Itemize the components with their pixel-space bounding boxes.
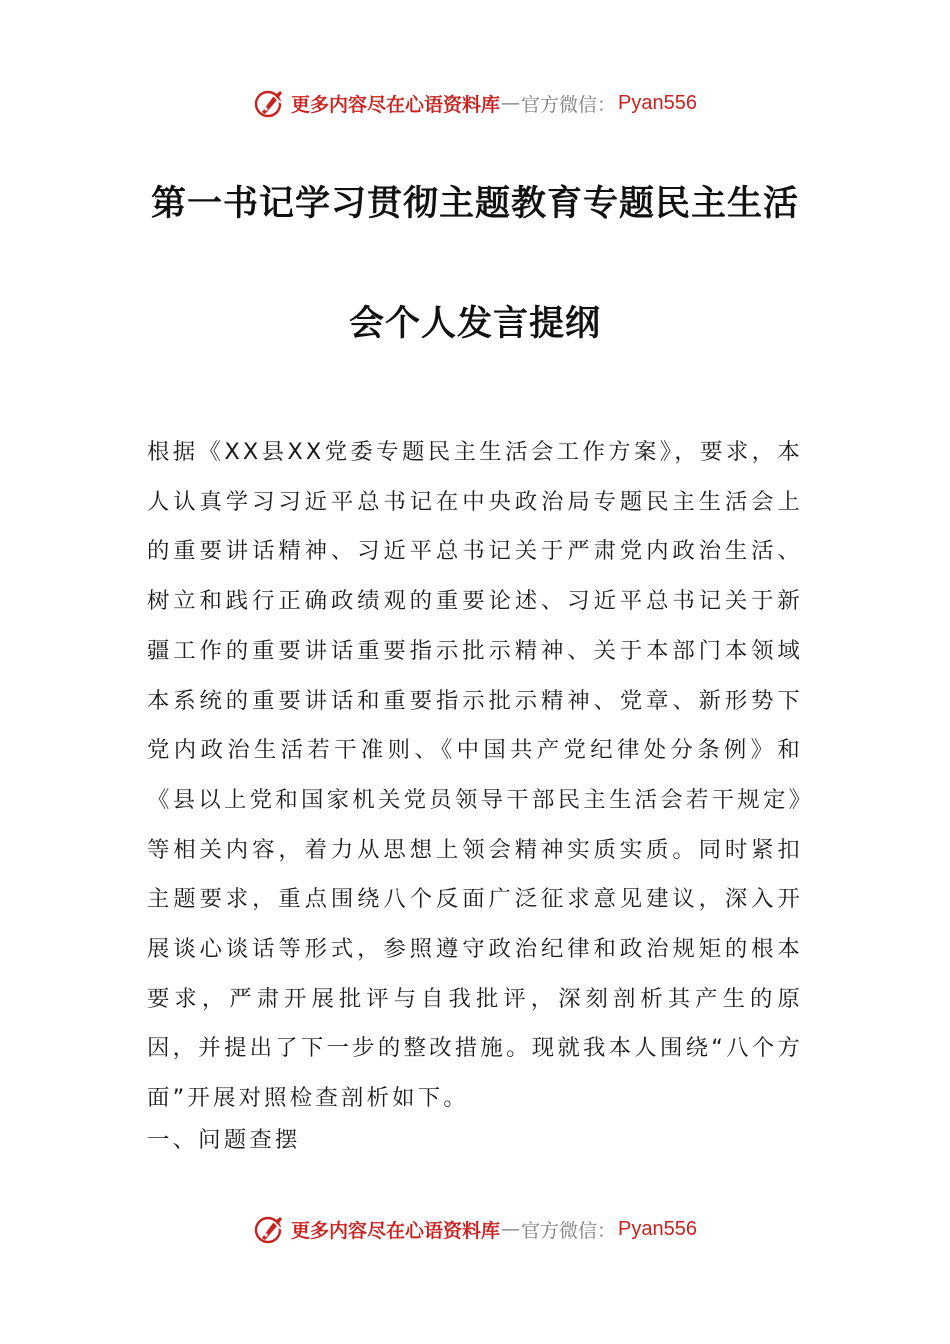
pen-nib-circle-icon bbox=[253, 1211, 289, 1247]
section-heading: 一、问题查摆 bbox=[147, 1127, 301, 1153]
document-body bbox=[147, 428, 803, 1124]
watermark-text-gray: 官方微信： bbox=[521, 1219, 617, 1242]
document-title-line2: 会个人发言提纲 bbox=[348, 304, 601, 344]
body-paragraph: 根据《XX县XX党委专题民主生活会工作方案》，要求，本人认真学习习近平总书记在中央政治局专题民主生活会上的重要讲话精神、习近平总书记关于严肃党内政治生活、树立和践行正确政绩观的重要论述、习近平总书记关于新疆工作的重要讲话重要指示批示精神、关于本部门本领域本系统的重要讲话和重要指示批示精神、党章、新形势下党内政治生活若干准则、《中国共产党纪律处分条例》和《县以上党和国家机关党员领导干部民主生活会若干规定》等相关内容，着力从思想上领会精神实质实质。同时紧扣主题要求，重点围绕八个反面广泛征求意见建议，深入开展谈心谈话等形式，参照遵守政治纪律和政治规矩的根本要求，严肃开展批评与自我批评，深刻剖析其产生的原因，并提出了下一步的整改措施。现就我本人围绕“八个方面”开展对照检查剖析如下。 bbox=[147, 439, 803, 1112]
watermark-wechat-id: Pyan556 bbox=[618, 91, 697, 114]
watermark-text-gray: 官方微信： bbox=[521, 93, 617, 116]
watermark-text-red: 更多内容尽在心语资料库 bbox=[291, 93, 501, 116]
watermark-dash: — bbox=[501, 92, 521, 114]
watermark-wechat-id: Pyan556 bbox=[618, 1217, 697, 1240]
watermark-header bbox=[0, 83, 950, 123]
watermark-footer bbox=[0, 1209, 950, 1249]
watermark-text-red: 更多内容尽在心语资料库 bbox=[291, 1219, 501, 1242]
document-title-line1: 第一书记学习贯彻主题教育专题民主生活 bbox=[150, 184, 799, 224]
watermark-dash: — bbox=[501, 1218, 521, 1240]
pen-nib-circle-icon bbox=[253, 85, 289, 121]
